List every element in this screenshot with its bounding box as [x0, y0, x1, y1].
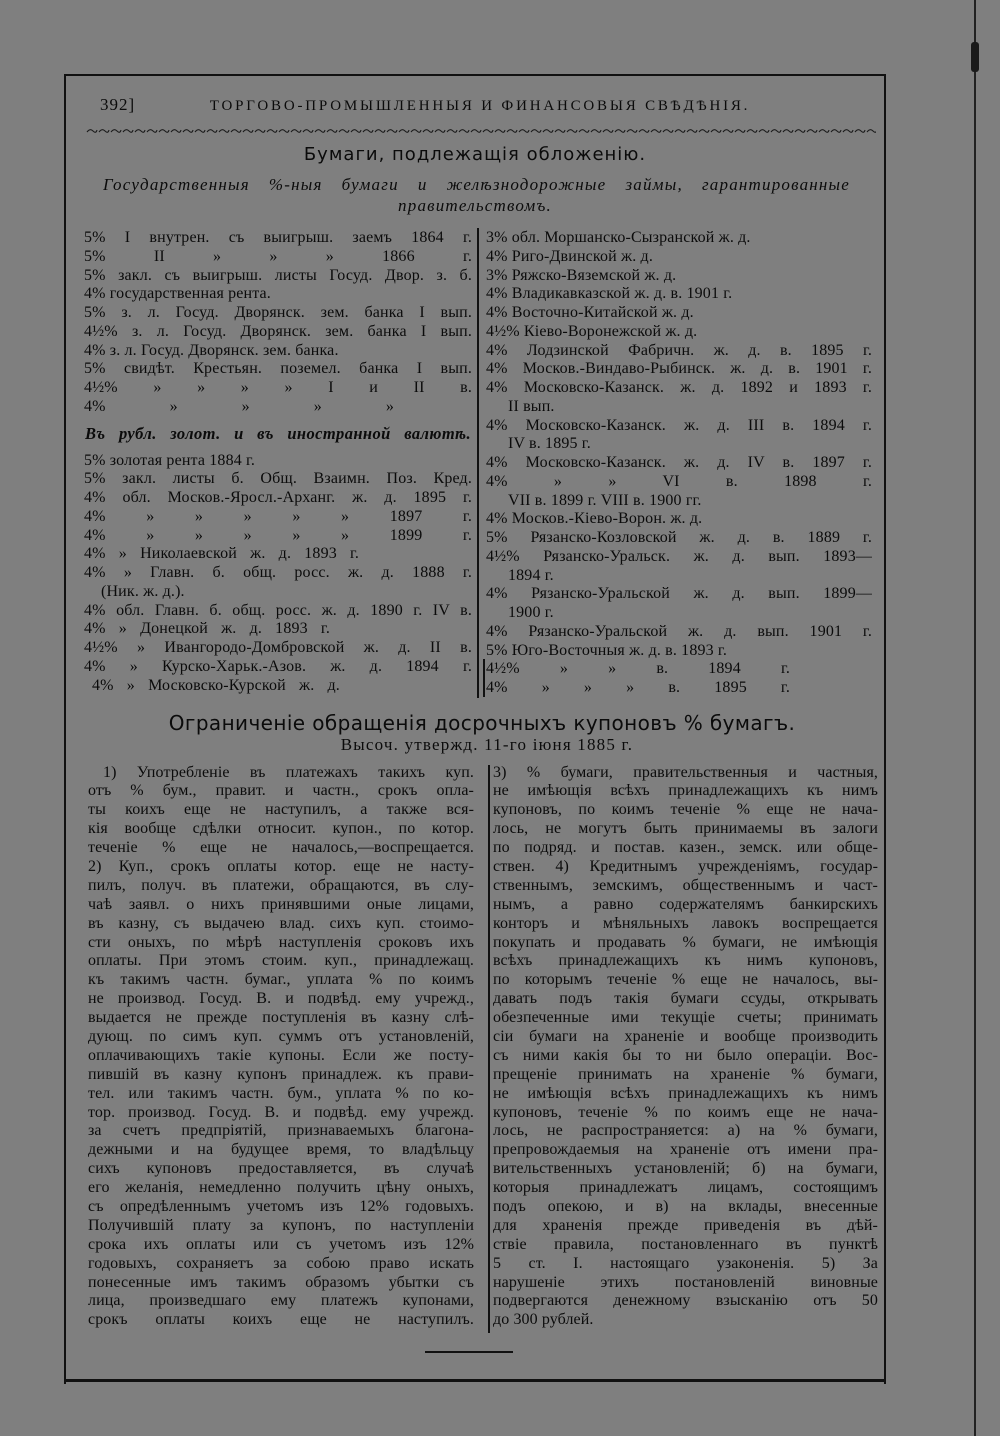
railway-security-line-13: 4% Московско-Казанск. ж. д. IV в. 1897 г. [486, 454, 872, 471]
restriction-left-line-16: оплачивающихъ такіе купоны. Если же посту- [88, 1046, 474, 1064]
foreign-security-line-12: 4% » Курско-Харьк.-Азов. ж. д. 1894 г. [84, 657, 472, 675]
restriction-left-line-3: ты коихъ еще не наступилъ, а также вся- [88, 801, 474, 819]
restriction-right-line-8: нымъ, а равно содержателямъ банкирскихъ [493, 895, 878, 913]
page-frame-bottom [64, 1379, 886, 1382]
railway-security-line-16: 4% Москов.-Кіево-Ворон. ж. д. [486, 510, 703, 528]
railway-security-line-21: 1900 г. [508, 604, 554, 621]
restriction-right-line-9: конторъ и мѣняльныхъ лавокъ воспрещается [493, 914, 878, 932]
restriction-right-line-14: обезпеченные ими текущіе счеты; принимать [493, 1009, 878, 1027]
railway-security-line-25: 4% » » » в. 1895 г. [486, 679, 790, 696]
restriction-right-line-17: прещеніе принимать на храненіе % бумаги, [493, 1065, 878, 1083]
restriction-left-line-15: дующ. по симъ куп. суммъ отъ установленій, [88, 1027, 474, 1045]
railway-security-line-5: 4% Восточно-Китайской ж. д. [486, 304, 694, 321]
foreign-currency-securities-list [84, 452, 472, 696]
restriction-right-line-5: по подряд. и постав. казен., земск. или обще- [493, 839, 878, 857]
railway-security-line-11: 4% Московско-Казанск. ж. д. III в. 1894 г. [486, 416, 872, 434]
restriction-right-line-22: вительственныхъ установленій; б) на бумаги, [493, 1160, 878, 1178]
railway-security-line-22: 4% Рязанско-Уральской ж. д. вып. 1901 г. [486, 622, 872, 640]
state-security-line-6: 4½% з. л. Госуд. Дворянск. зем. банка I вып. [84, 322, 472, 340]
restriction-right-line-11: всѣхъ принадлежащихъ къ нимъ купоновъ, [493, 952, 878, 970]
railway-security-line-17: 5% Рязанско-Козловской ж. д. в. 1889 г. [486, 529, 872, 546]
restriction-left-line-12: къ такимъ частн. бумаг., уплата % по коимъ [88, 971, 474, 989]
scan-edge-line [974, 0, 976, 1436]
foreign-security-line-1: 5% золотая рента 1884 г. [84, 451, 256, 469]
state-security-line-10: 4% » » » » [84, 397, 394, 415]
page-frame-top [64, 74, 886, 76]
restriction-right-line-16: съ ними какія бы то ни было операціи. Вос- [493, 1046, 878, 1064]
restriction-right-line-28: нарушеніе этихъ постановленій виновные [493, 1273, 878, 1291]
restriction-right-line-18: не имѣющія всѣхъ принадлежащихъ къ нимъ [493, 1084, 878, 1102]
railway-security-line-10: II вып. [508, 397, 555, 415]
section-subtitle-line-1: Государственныя %-ныя бумаги и желѣзнодорожные займы, гарантированные [103, 175, 850, 194]
restriction-left-line-23: его желанія, немедленно получить цѣну оныхъ, [88, 1179, 474, 1197]
state-security-line-9: 4½% » » » » I и II в. [84, 379, 472, 396]
restriction-right-line-19: купоновъ, теченіе % по коимъ еще не нача- [493, 1103, 878, 1121]
restriction-text-left-column [88, 764, 474, 1331]
restriction-left-line-29: лица, произведшаго ему платежъ купонами, [88, 1292, 474, 1310]
state-security-line-1: 5% I внутрен. съ выигрыш. заемъ 1864 г. [84, 229, 472, 246]
foreign-currency-heading: Въ рубл. золот. и въ иностранной валютѣ. [85, 423, 471, 443]
restriction-right-line-4: лось, не могутъ быть принимаемы въ залоги [493, 820, 878, 838]
section-title-taxable-securities: Бумаги, подлежащія обложенію. [303, 144, 647, 165]
restriction-left-line-9: въ казну, съ выдачею влад. сихъ куп. стоимо- [88, 914, 474, 932]
restriction-left-line-24: съ опредѣленнымъ учетомъ изъ 12% годовыхъ. [88, 1197, 474, 1215]
restriction-text-right-column [493, 764, 878, 1331]
scan-edge-mark [971, 42, 979, 72]
railway-security-line-9: 4% Московско-Казанск. ж. д. 1892 и 1893 г. [486, 379, 872, 396]
section-subtitle-line-2: правительствомъ. [398, 196, 552, 215]
restriction-left-line-5: теченіе % еще не началось,—воспрещается. [88, 839, 474, 857]
restriction-left-line-1: 1) Употребленіе въ платежахъ такихъ куп. [103, 763, 474, 781]
restriction-left-line-14: выдается не прежде поступленія въ казну слѣ- [88, 1009, 474, 1027]
page-number: 392] [100, 95, 136, 114]
foreign-security-line-9: 4% обл. Главн. б. общ. росс. ж. д. 1890 г. IV в. [84, 601, 472, 619]
state-security-line-3: 5% закл. съ выигрыш. листы Госуд. Двор. з. б. [84, 266, 472, 284]
railway-security-line-18: 4½% Рязанско-Уральск. ж. д. вып. 1893— [486, 547, 872, 565]
restriction-left-line-10: сти оныхъ, по мѣрѣ наступленія сроковъ ихъ [88, 933, 474, 951]
foreign-security-line-2: 5% закл. листы б. Общ. Взаимн. Поз. Кред. [84, 470, 472, 488]
foreign-security-line-5: 4% » » » » » 1899 г. [84, 526, 472, 544]
restriction-left-line-28: понесенные имъ такимъ образомъ убытки съ [88, 1273, 474, 1291]
restriction-left-line-30: срокъ оплаты коихъ еще не наступилъ. [88, 1311, 474, 1329]
railway-security-line-2: 4% Риго-Двинской ж. д. [486, 247, 653, 265]
page-frame-left [64, 74, 66, 1384]
restriction-left-line-20: за счетъ предпріятій, признаваемыхъ благона- [88, 1122, 474, 1140]
restriction-left-line-11: оплаты. При этомъ стоим. куп., принадлежащ. [88, 952, 474, 970]
railway-security-line-23: 5% Юго-Восточныя ж. д. в. 1893 г. [486, 641, 727, 659]
foreign-security-line-3: 4% обл. Москов.-Яросл.-Арханг. ж. д. 1895 г. [84, 489, 472, 506]
restriction-right-line-7: ственнымъ, земскимъ, общественнымъ и част- [493, 876, 878, 894]
restriction-column-divider [488, 765, 490, 1333]
foreign-security-line-13: 4% » Московско-Курской ж. д. [92, 676, 340, 694]
section-title-coupon-restriction: Ограниченіе обращенія досрочныхъ купоновъ % бумагъ. [168, 711, 796, 735]
railway-security-line-20: 4% Рязанско-Уральской ж. д. вып. 1899— [486, 585, 872, 603]
foreign-security-line-4: 4% » » » » » 1897 г. [84, 507, 472, 525]
railway-security-line-3: 3% Ряжско-Вяземской ж. д. [486, 266, 677, 284]
state-security-line-2: 5% II » » » 1866 г. [84, 247, 472, 265]
restriction-left-line-18: тел. или такимъ частн. бум., уплата % по ко- [88, 1084, 474, 1102]
restriction-right-line-1: 3) % бумаги, правительственныя и частныя, [493, 763, 878, 781]
restriction-right-line-25: для храненія прежде приведенія въ дѣй- [493, 1216, 878, 1234]
railway-security-line-7: 4% Лодзинской Фабричн. ж. д. в. 1895 г. [486, 341, 872, 359]
restriction-right-line-27: 5 ст. I. настоящаго узаконенія. 5) За [493, 1254, 878, 1272]
state-security-line-5: 5% з. л. Госуд. Дворянск. зем. банка I вып. [84, 304, 472, 321]
railway-security-line-1: 3% обл. Моршанско-Сызранской ж. д. [486, 229, 751, 246]
state-securities-list [84, 229, 472, 417]
restriction-right-line-13: давать подъ такія бумаги ссуды, открывать [493, 990, 878, 1008]
restriction-right-line-20: лось, не распространяется: а) на % бумаги, [493, 1122, 878, 1140]
restriction-right-line-2: не имѣющія всѣхъ принадлежащихъ къ нимъ [493, 782, 878, 800]
railway-security-line-8: 4% Москов.-Виндаво-Рыбинск. ж. д. в. 1901 г. [486, 360, 872, 378]
restriction-left-line-17: пившій въ казну купонъ принадлеж. къ прави- [88, 1065, 474, 1083]
restriction-right-line-6: ствен. 4) Кредитнымъ учрежденіямъ, государ- [493, 857, 878, 875]
state-security-line-4: 4% государственная рента. [84, 285, 271, 303]
restriction-right-line-3: купоновъ, по коимъ теченіе % еще не нача- [493, 801, 878, 819]
restriction-left-line-8: чаѣ заявл. о нихъ принявшими оные лицами, [88, 895, 474, 913]
decree-date: Высоч. утвержд. 11-го іюня 1885 г. [340, 735, 634, 754]
foreign-security-line-7: 4% » Главн. б. общ. росс. ж. д. 1888 г. [84, 564, 472, 581]
railway-security-line-12: IV в. 1895 г. [508, 435, 591, 453]
header-wave-rule [86, 126, 876, 136]
railway-security-line-6: 4½% Кіево-Воронежской ж. д. [486, 322, 698, 340]
railway-security-line-19: 1894 г. [508, 566, 554, 584]
securities-right-column [486, 229, 872, 698]
restriction-right-line-12: по которымъ теченіе % еще не началось, вы- [493, 971, 878, 989]
running-title: ТОРГОВО-ПРОМЫШЛЕННЫЯ И ФИНАНСОВЫЯ СВѢДѢНІЯ. [209, 98, 751, 114]
restriction-left-line-21: дежными и на будущее время, то владѣльцу [88, 1141, 474, 1159]
restriction-right-line-24: подъ опекою, и в) на вклады, внесенные [493, 1197, 878, 1215]
page-frame-right [884, 74, 886, 1384]
foreign-security-line-6: 4% » Николаевской ж. д. 1893 г. [84, 545, 360, 563]
state-security-line-8: 5% свидѣт. Крестьян. поземел. банка I вып. [84, 360, 472, 378]
securities-bracket-mark [483, 659, 485, 697]
railway-security-line-24: 4½% » » в. 1894 г. [486, 660, 790, 678]
restriction-right-line-23: которыя принадлежатъ лицамъ, состоящимъ [493, 1179, 878, 1197]
restriction-left-line-27: годовыхъ, сохраняетъ за собою право искать [88, 1254, 474, 1272]
restriction-left-line-26: срока ихъ оплаты или съ учетомъ изъ 12% [88, 1235, 474, 1253]
foreign-security-line-8: (Ник. ж. д.). [101, 582, 185, 600]
restriction-left-line-2: отъ % бум., правит. и частн., срокъ опла- [88, 782, 474, 800]
restriction-left-line-6: 2) Куп., срокъ оплаты котор. еще не насту- [88, 857, 474, 875]
railway-security-line-15: VII в. 1899 г. VIII в. 1900 гг. [508, 491, 702, 509]
restriction-left-line-25: Получившій плату за купонъ, по наступленіи [88, 1216, 474, 1234]
railway-security-line-14: 4% » » VI в. 1898 г. [486, 472, 872, 490]
foreign-security-line-11: 4½% » Ивангородо-Домбровской ж. д. II в. [84, 639, 472, 656]
restriction-right-line-26: ствіе правила, постановленнаго въ пунктѣ [493, 1235, 878, 1253]
state-security-line-7: 4% з. л. Госуд. Дворянск. зем. банка. [84, 341, 339, 359]
securities-left-column [84, 229, 472, 695]
restriction-left-line-13: не производ. Госуд. В. и подвѣд. ему учрежд., [88, 990, 474, 1008]
securities-column-divider [477, 228, 479, 698]
end-rule [425, 1351, 513, 1353]
restriction-left-line-22: сихъ купоновъ предоставляется, въ случаѣ [88, 1160, 474, 1178]
railway-security-line-4: 4% Владикавказской ж. д. в. 1901 г. [486, 285, 733, 303]
restriction-right-line-29: подвергаются денежному взысканію отъ 50 [493, 1292, 878, 1310]
restriction-right-line-21: препровождаемыя на храненіе отъ имени пра- [493, 1141, 878, 1159]
restriction-right-line-10: покупать и продавать % бумаги, не имѣющія [493, 933, 878, 951]
restriction-left-line-4: кія вообще сдѣлки относит. купон., по котор. [88, 820, 474, 838]
restriction-right-line-30: до 300 рублей. [493, 1311, 594, 1329]
restriction-right-line-15: сіи бумаги на храненіе и вообще производить [493, 1027, 878, 1045]
foreign-security-line-10: 4% » Донецкой ж. д. 1893 г. [84, 620, 330, 638]
restriction-left-line-7: пилъ, получ. въ платежи, обращаются, въ слу- [88, 876, 474, 894]
restriction-left-line-19: тор. производ. Госуд. В. и подвѣд. ему учрежд. [88, 1103, 474, 1121]
